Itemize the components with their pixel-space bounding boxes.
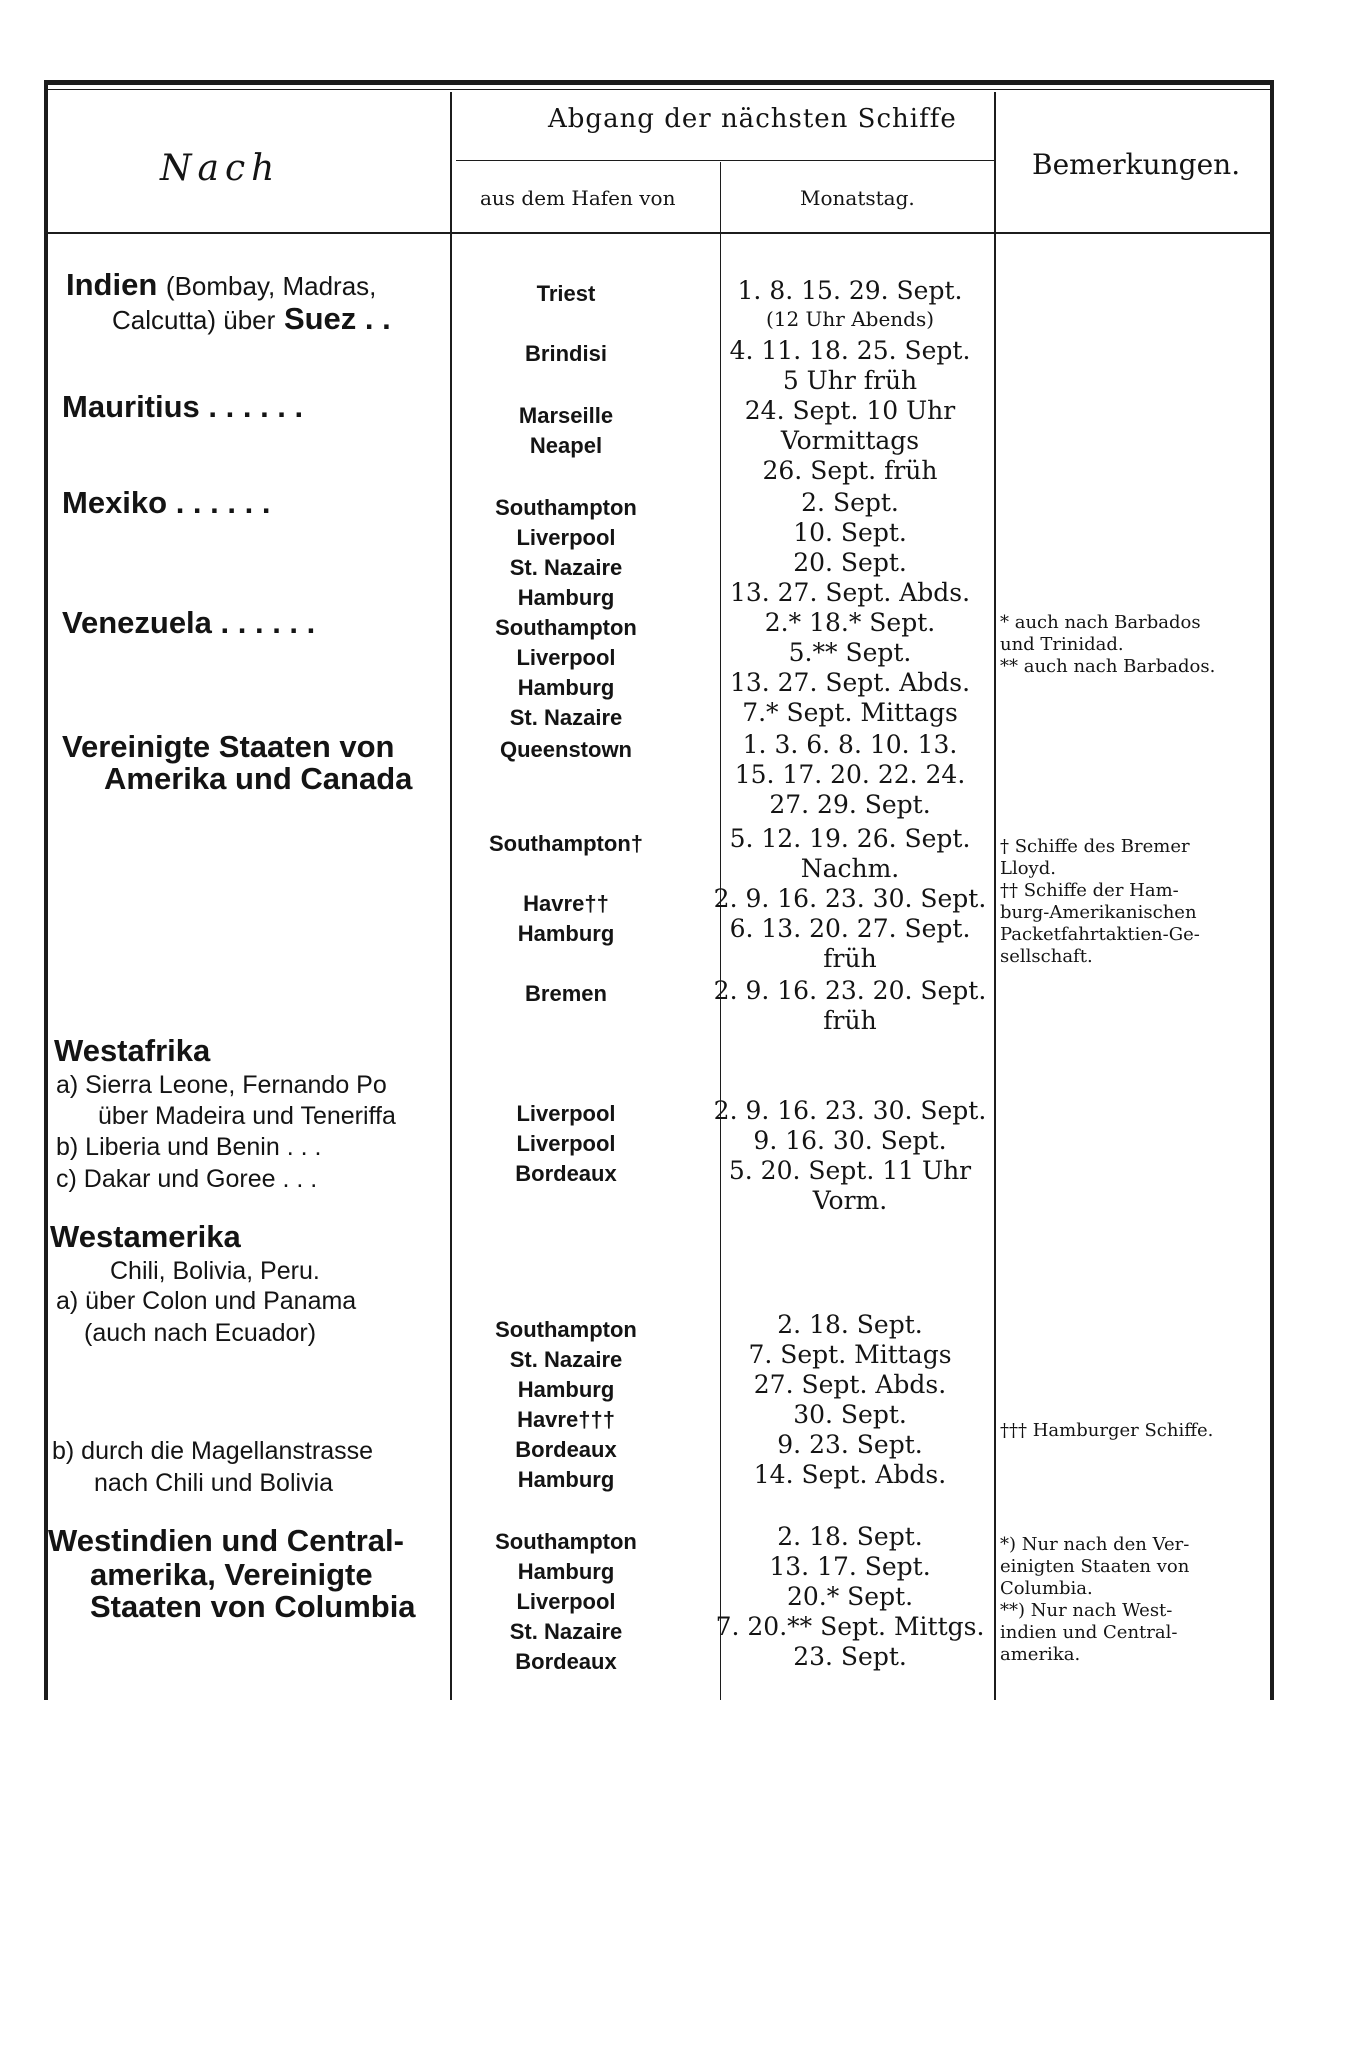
date: 20. Sept. xyxy=(793,548,907,577)
port: Hamburg xyxy=(517,1467,615,1492)
port: Havre†† xyxy=(523,891,609,916)
note-hamburger: ††† Hamburger Schiffe. xyxy=(1000,1420,1214,1441)
dest-westafrika: Westafrika xyxy=(54,1033,211,1068)
port: St. Nazaire xyxy=(509,555,623,580)
port: Hamburg xyxy=(517,675,615,700)
date: 7.* Sept. Mittags xyxy=(742,698,958,727)
port: St. Nazaire xyxy=(509,1347,623,1372)
port: Southampton xyxy=(495,1529,637,1554)
top-rule xyxy=(44,80,1274,85)
date: früh xyxy=(823,944,877,973)
date: 1. 3. 6. 8. 10. 13. xyxy=(742,730,958,759)
date: 13. 17. Sept. xyxy=(769,1552,931,1581)
port: Liverpool xyxy=(516,1101,616,1126)
port: Hamburg xyxy=(517,1377,615,1402)
dest-wa-b: b) Liberia und Benin . . . xyxy=(56,1133,322,1161)
dest-venezuela: Venezuela . . . . . . xyxy=(62,605,316,640)
date: 5. 20. Sept. 11 Uhr xyxy=(728,1156,972,1185)
port: Bordeaux xyxy=(515,1649,617,1674)
date: 7. Sept. Mittags xyxy=(748,1340,952,1369)
port: Liverpool xyxy=(516,645,616,670)
port: Hamburg xyxy=(517,921,615,946)
dest-wa-c: c) Dakar und Goree . . . xyxy=(56,1165,318,1193)
date: 20.* Sept. xyxy=(786,1582,914,1611)
port: Neapel xyxy=(529,433,603,458)
dest-vs-1: Vereinigte Staaten von xyxy=(62,729,395,764)
date: 27. Sept. Abds. xyxy=(753,1370,947,1399)
dest-wam-1: Chili, Bolivia, Peru. xyxy=(110,1257,320,1285)
port: Bordeaux xyxy=(515,1161,617,1186)
header-monatstag: Monatstag. xyxy=(800,186,915,210)
port: Havre††† xyxy=(517,1407,615,1432)
dest-wam-b2: nach Chili und Bolivia xyxy=(94,1469,334,1497)
date: 2. 9. 16. 23. 20. Sept. xyxy=(713,976,987,1005)
header-abgang: Abgang der nächsten Schiffe xyxy=(548,104,957,134)
port: Bordeaux xyxy=(515,1437,617,1462)
date: 2.* 18.* Sept. xyxy=(764,608,936,637)
dest-wam-a2: (auch nach Ecuador) xyxy=(84,1319,317,1347)
port: Southampton† xyxy=(489,831,643,856)
date: 13. 27. Sept. Abds. xyxy=(729,578,971,607)
date: 9. 16. 30. Sept. xyxy=(753,1126,947,1155)
date: 2. 18. Sept. xyxy=(777,1310,923,1339)
date: 14. Sept. Abds. xyxy=(753,1460,947,1489)
dest-indien xyxy=(66,268,376,303)
port: St. Nazaire xyxy=(509,1619,623,1644)
date: 2. 18. Sept. xyxy=(777,1522,923,1551)
date: 30. Sept. xyxy=(793,1400,907,1429)
dest-vs-2: Amerika und Canada xyxy=(104,761,413,796)
dest-wam-a1: a) über Colon und Panama xyxy=(56,1287,357,1315)
port: Southampton xyxy=(495,615,637,640)
date: 6. 13. 20. 27. Sept. xyxy=(729,914,971,943)
date: 5 Uhr früh xyxy=(782,366,918,395)
port: Triest xyxy=(536,281,596,306)
dest-indien-suez: Suez . . xyxy=(283,301,391,336)
dest-wa-a2: über Madeira und Teneriffa xyxy=(98,1102,396,1130)
port: Liverpool xyxy=(516,1131,616,1156)
date: 2. 9. 16. 23. 30. Sept. xyxy=(713,884,987,913)
port: St. Nazaire xyxy=(509,705,623,730)
dest-indien-line2 xyxy=(112,302,391,337)
header-nach: Nach xyxy=(160,148,281,189)
dest-westindien-2: amerika, Vereinigte xyxy=(90,1557,373,1592)
date: 4. 11. 18. 25. Sept. xyxy=(729,336,971,365)
date: 23. Sept. xyxy=(793,1642,907,1671)
left-border xyxy=(44,80,48,1700)
header-mid-rule xyxy=(456,160,996,161)
note-columbia: *) Nur nach den Ver- einigten Staaten von Columbia. **) Nur nach West- indien und Central- amerika. xyxy=(1000,1534,1190,1665)
date: (12 Uhr Abends) xyxy=(765,307,935,331)
dest-mauritius: Mauritius . . . . . . xyxy=(62,389,304,424)
date: Nachm. xyxy=(800,854,900,883)
port: Queenstown xyxy=(499,737,632,762)
port: Hamburg xyxy=(517,585,615,610)
date: 1. 8. 15. 29. Sept. xyxy=(737,276,963,305)
date: 26. Sept. früh xyxy=(762,456,938,485)
dest-indien-via: Calcutta) über xyxy=(112,305,276,335)
note-venezuela: * auch nach Barbados und Trinidad. ** auch nach Barbados. xyxy=(1000,612,1216,677)
header-bottom-rule xyxy=(44,232,1274,234)
port: Southampton xyxy=(495,495,637,520)
right-border xyxy=(1270,80,1274,1700)
date: 24. Sept. 10 Uhr xyxy=(744,396,956,425)
note-bremer-lloyd: † Schiffe des Bremer Lloyd. †† Schiffe der Ham- burg-Amerikanischen Packetfahrtaktien-Ge- sellschaft. xyxy=(1000,836,1200,967)
date: 13. 27. Sept. Abds. xyxy=(729,668,971,697)
header-hafen: aus dem Hafen von xyxy=(480,186,676,210)
top-rule-thin xyxy=(44,89,1274,90)
date: 27. 29. Sept. xyxy=(769,790,931,819)
port: Liverpool xyxy=(516,1589,616,1614)
dest-westindien-3: Staaten von Columbia xyxy=(90,1589,416,1624)
date: 5.** Sept. xyxy=(788,638,912,667)
dest-westindien-1: Westindien und Central- xyxy=(48,1523,404,1558)
dest-indien-cities: (Bombay, Madras, xyxy=(165,271,377,301)
port: Brindisi xyxy=(525,341,607,366)
date: 7. 20.** Sept. Mittgs. xyxy=(715,1612,985,1641)
col-divider-1 xyxy=(450,92,452,1700)
date: 2. 9. 16. 23. 30. Sept. xyxy=(713,1096,987,1125)
port: Liverpool xyxy=(516,525,616,550)
date: 5. 12. 19. 26. Sept. xyxy=(729,824,971,853)
port: Hamburg xyxy=(517,1559,615,1584)
dest-wa-a1: a) Sierra Leone, Fernando Po xyxy=(56,1071,387,1099)
date: Vormittags xyxy=(780,426,920,455)
date: früh xyxy=(823,1006,877,1035)
port: Bremen xyxy=(525,981,607,1006)
date: 10. Sept. xyxy=(793,518,907,547)
date: 9. 23. Sept. xyxy=(777,1430,923,1459)
date: 2. Sept. xyxy=(801,488,899,517)
port: Marseille xyxy=(518,403,614,428)
header-bemerkungen: Bemerkungen. xyxy=(1032,148,1241,181)
dest-mexiko: Mexiko . . . . . . xyxy=(62,485,271,520)
dest-westamerika: Westamerika xyxy=(50,1219,241,1254)
dest-indien-name: Indien xyxy=(66,267,158,302)
date: Vorm. xyxy=(812,1186,888,1215)
dest-wam-b1: b) durch die Magellanstrasse xyxy=(52,1437,373,1465)
date: 15. 17. 20. 22. 24. xyxy=(734,760,966,789)
port: Southampton xyxy=(495,1317,637,1342)
